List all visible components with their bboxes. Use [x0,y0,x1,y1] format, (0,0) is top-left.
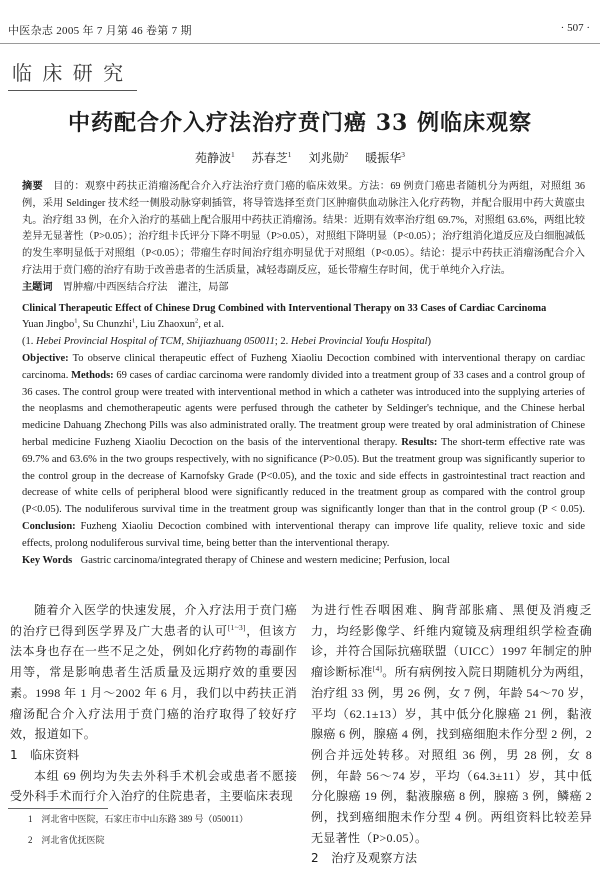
author-name: 刘兆勋 [308,151,345,165]
author-affiliation-mark: 1 [287,150,292,159]
english-keywords [22,553,585,570]
section-label: 临 床 研 究 [8,57,137,91]
english-authors [22,317,585,334]
abstract-conclusion-label: Conclusion: [22,520,76,532]
abstract-block [22,179,585,569]
english-author-affiliation-mark: 1 [74,317,78,325]
author-name: 苑静波 [195,151,232,165]
abstract-results-text: The short-term effective rate was 69.7% and 63.6% in the two groups respectively, with no significance (P>0.05). But the treatment group was significantly superior to the control group in the decrease of Karnofsky Grade (P<0.05), and the toxic and side effects in gastrointestinal tract reaction and decrease of white cells of peripheral blood were significantly reduced in the treatment group as compared with the control group (P<0.05). The noduliferous survival time in the treatment group was significantly longer than that in the control group (P < 0.05). [22,436,585,516]
affiliation-prefix: (1. [22,336,36,348]
english-keywords-label: Key Words [22,554,73,566]
body-column-right [311,600,592,869]
body-column-left [10,600,297,807]
abstract-objective-label: Objective: [22,352,69,364]
english-affiliation [22,334,585,351]
english-author-affiliation-mark: 2 [195,317,199,325]
page-number: · 507 · [560,22,590,34]
english-author-name: , Liu Zhaoxun [135,319,196,331]
running-header-journal: 中医杂志 2005 年 7 月第 46 卷第 7 期 [8,25,192,37]
article-title: 中药配合介入疗法治疗贲门癌 33 例临床观察 [68,110,532,136]
footnote: 1 河北省中医院，石家庄市中山东路 389 号（050011） [28,814,249,824]
keywords-zh [22,280,585,297]
english-author-affiliation-mark: 1 [132,317,136,325]
affiliation-suffix: ) [427,336,432,348]
abstract-methods-text: 69 cases of cardiac carcinoma were randomly divided into a treatment group of 33 cases and a control group of 36 cases. The control group were treated with interventional method in which a catheter was introduced into the supplying arteries of the neoplasms and chemotherapeutic agents were perfused through the catheter by Seldinger's technique, and the Chinese herbal medicine Dahuang Zhechong Pills was also administrated orally. The treatment group were treated by oral administration of Chinese herbal medicine Fuzheng Xiaoliu Decoction on the basis of the interventional therapy. [22,369,585,448]
english-abstract [22,351,585,553]
author-affiliation-mark: 1 [231,150,235,159]
english-title: Clinical Therapeutic Effect of Chinese Drug Combined with Interventional Therapy on 33 Cases of Cardiac Carcinoma [22,302,547,314]
abstract-methods-label: Methods: [71,369,114,381]
english-author-name: Yuan Jingbo [22,319,75,331]
abstract-zh-label: 摘要 [22,181,44,192]
clinical-data-paragraph: 本组 69 例均为失去外科手术机会或患者不愿接受外科手术而行介入治疗的住院患者，主要临床表现 [10,768,297,804]
author-name: 苏春芝 [251,151,288,165]
abstract-conclusion-text: Fuzheng Xiaoliu Decoction combined with interventional therapy can improve life quality, relieve toxic and side effects, prolong noduliferous survival time, being better than the interventional therapy. [22,520,585,549]
english-author-name: , Su Chunzhi [77,319,133,331]
paragraph-text: 。所有病例按入院日期随机分为两组，治疗组 33 例，男 26 例，女 7 例，年龄 54～70 岁，平均（62.1±13）岁，其中低分化腺癌 21 例，黏液腺癌 6 例，腺癌 4 例，找到癌细胞未作分型 2 例，2 例合并远处转移。对照组 36 例，男 28 例，女 8 例，年龄 56～74 岁，平均（64.3±11）岁，其中低分化腺癌 19 例，黏液腺癌 8 例，腺癌 3 例，鳞癌 2 例，找到癌细胞未作分型 4 例。两组资料比较差异无显著性（P>0.05）。 [311,665,592,845]
keywords-zh-text: 胃肿瘤/中西医结合疗法 灌注，局部 [62,281,229,293]
abstract-results-label: Results: [401,436,438,448]
citation-mark: [1~3] [227,622,246,632]
paragraph-text: 为进行性吞咽困难、胸背部胀痛、黑便及消瘦乏力，均经影像学、纤维内窥镜及病理组织学检查确诊，并符合国际抗癌联盟（UICC）1997 年制定的肿瘤诊断标准 [311,603,592,680]
citation-mark: [4] [372,664,383,674]
author-affiliation-mark: 3 [401,150,405,159]
english-authors-tail: , et al. [198,319,224,331]
abstract-zh [22,179,585,280]
author [252,151,292,165]
author-affiliation-mark: 2 [344,150,349,159]
affiliation-institution: Hebei Provincial Hospital of TCM, Shijiazhuang 050011 [36,336,275,348]
clinical-data-paragraph-continued [311,600,592,848]
abstract-zh-text: 目的：观察中药扶正消瘤汤配合介入疗法治疗贲门癌的临床效果。方法：69 例贲门癌患者随机分为两组，对照组 36 例，采用 Seldinger 技术经一侧股动脉穿刺插管，将导管选择至贲门区肿瘤供血动脉注入化疗药物，并配合服用中药大黄䗪虫丸。治疗组 33 例，在介入治疗的基础上配合服用中药扶正消瘤汤。结果：近期有效率治疗组 69.7%，对照组 63.6%，两组比较差异无显著性（P>0.05）；治疗组卡氏评分下降不明显（P>0.05），对照组下降明显（P<0.05）；治疗组消化道反应及白细胞减低的发生率明显低于对照组（P<0.05）；带瘤生存时间治疗组亦明显优于对照组（P<0.05）。结论：提示中药扶正消瘤汤配合介入疗法用于贲门癌的治疗有助于改善患者的生活质量，减轻毒副反应，延长带瘤生存时间，优于单纯介入疗法。 [22,181,586,276]
abstract-objective-text: To observe clinical therapeutic effect of Fuzheng Xiaoliu Decoction combined with interventional therapy on cardiac carcinoma. [22,352,585,381]
author-name: 暖振华 [365,151,402,165]
affiliation-institution: Hebei Provincial Youfu Hospital [290,336,428,348]
keywords-zh-label: 主题词 [22,281,53,293]
author [365,151,405,165]
footnote: 2 河北省优抚医院 [28,835,105,845]
intro-paragraph [10,600,297,745]
section-heading-clinical-data: 1 临床资料 [10,747,80,762]
affiliation-separator: ; 2. [274,336,291,348]
footnotes [28,809,288,851]
intro-text: ，但该方法本身也存在一些不足之处，例如化疗药物的毒副作用等，常是影响患者生活质量及远期疗效的重要因素。1998 年 1 月～2002 年 6 月，我们以中药扶正消瘤汤配合介入疗法用于贲门癌的治疗取得了较好疗效，报道如下。 [10,623,298,742]
english-keywords-text: Gastric carcinoma/integrated therapy of Chinese and western medicine; Perfusion, local [80,554,450,566]
author [309,151,349,165]
author [195,151,235,165]
header-rule [0,43,600,44]
intro-text: 随着介入医学的快速发展，介入疗法用于贲门癌的治疗已得到医学界及广大患者的认可 [10,603,297,638]
section-heading-methods: 2 治疗及观察方法 [311,851,418,866]
author-list [0,149,600,167]
